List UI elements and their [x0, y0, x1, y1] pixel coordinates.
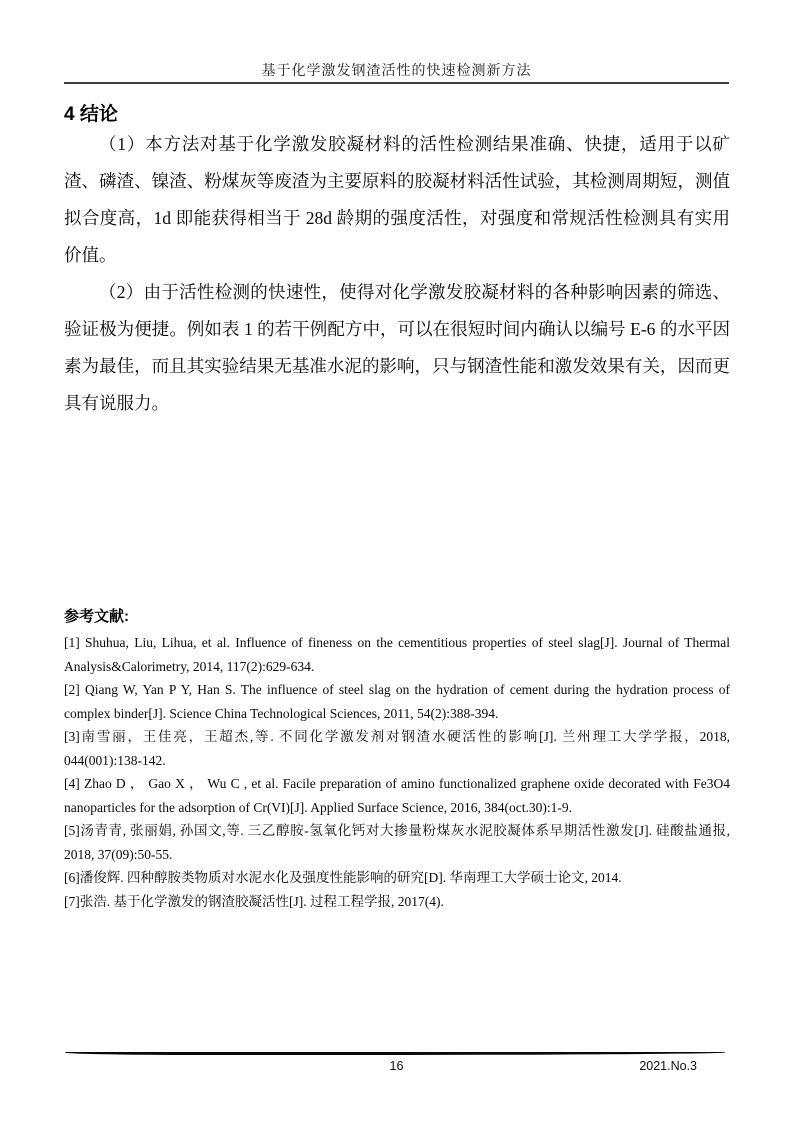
body-paragraph-1: （1）本方法对基于化学激发胶凝材料的活性检测结果准确、快捷，适用于以矿渣、磷渣、镍渣、粉煤灰等废渣为主要原料的胶凝材料活性试验，其检测周期短，测值拟合度高，1d 即能获得相当于 28d 龄期的强度活性，对强度和常规活性检测具有实用价值。	[64, 134, 730, 265]
reference-item: [5]汤青青, 张丽娟, 孙国文,等. 三乙醇胺-氢氧化钙对大掺量粉煤灰水泥胶凝体系早期活性激发[J]. 硅酸盐通报, 2018, 37(09):50-55.	[64, 823, 730, 862]
section-heading: 4 结论	[64, 104, 118, 125]
footer-rule	[65, 1052, 725, 1055]
references-list	[64, 631, 730, 913]
page-number: 16	[389, 1059, 404, 1073]
running-header-title: 基于化学激发钢渣活性的快速检测新方法	[261, 64, 532, 79]
reference-item: [3]南雪丽，王佳亮，王超杰,等. 不同化学激发剂对钢渣水硬活性的影响[J]. 兰州理工大学学报，2018, 044(001):138-142.	[64, 729, 730, 768]
header-rule	[64, 82, 729, 84]
reference-item: [1] Shuhua, Liu, Lihua, et al. Influence of fineness on the cementitious properties of steel slag[J]. Journal of Thermal Analysis&Calorimetry, 2014, 117(2):629-634.	[64, 635, 730, 674]
conclusion-body	[64, 126, 730, 422]
reference-item: [7]张浩. 基于化学激发的钢渣胶凝活性[J]. 过程工程学报, 2017(4).	[64, 893, 444, 909]
issue-label: 2021.No.3	[639, 1059, 697, 1073]
reference-item: [6]潘俊辉. 四种醇胺类物质对水泥水化及强度性能影响的研究[D]. 华南理工大学硕士论文, 2014.	[64, 870, 622, 885]
references-heading: 参考文献:	[64, 608, 129, 625]
reference-item: [4] Zhao D ， Gao X ， Wu C , et al. Facile preparation of amino functionalized graphene oxide decorated with Fe3O4 nanoparticles for the adsorption of Cr(VI)[J]. Applied Surface Science, 2016, 384(oct.30):1-9.	[64, 776, 730, 815]
reference-item: [2] Qiang W, Yan P Y, Han S. The influence of steel slag on the hydration of cement during the hydration process of complex binder[J]. Science China Technological Sciences, 2011, 54(2):388-394.	[64, 682, 730, 721]
body-paragraph-2: （2）由于活性检测的快速性，使得对化学激发胶凝材料的各种影响因素的筛选、验证极为便捷。例如表 1 的若干例配方中，可以在很短时间内确认以编号 E-6 的水平因素为最佳，而且其实验结果无基准水泥的影响，只与钢渣性能和激发效果有关，因而更具有说服力。	[64, 282, 730, 413]
